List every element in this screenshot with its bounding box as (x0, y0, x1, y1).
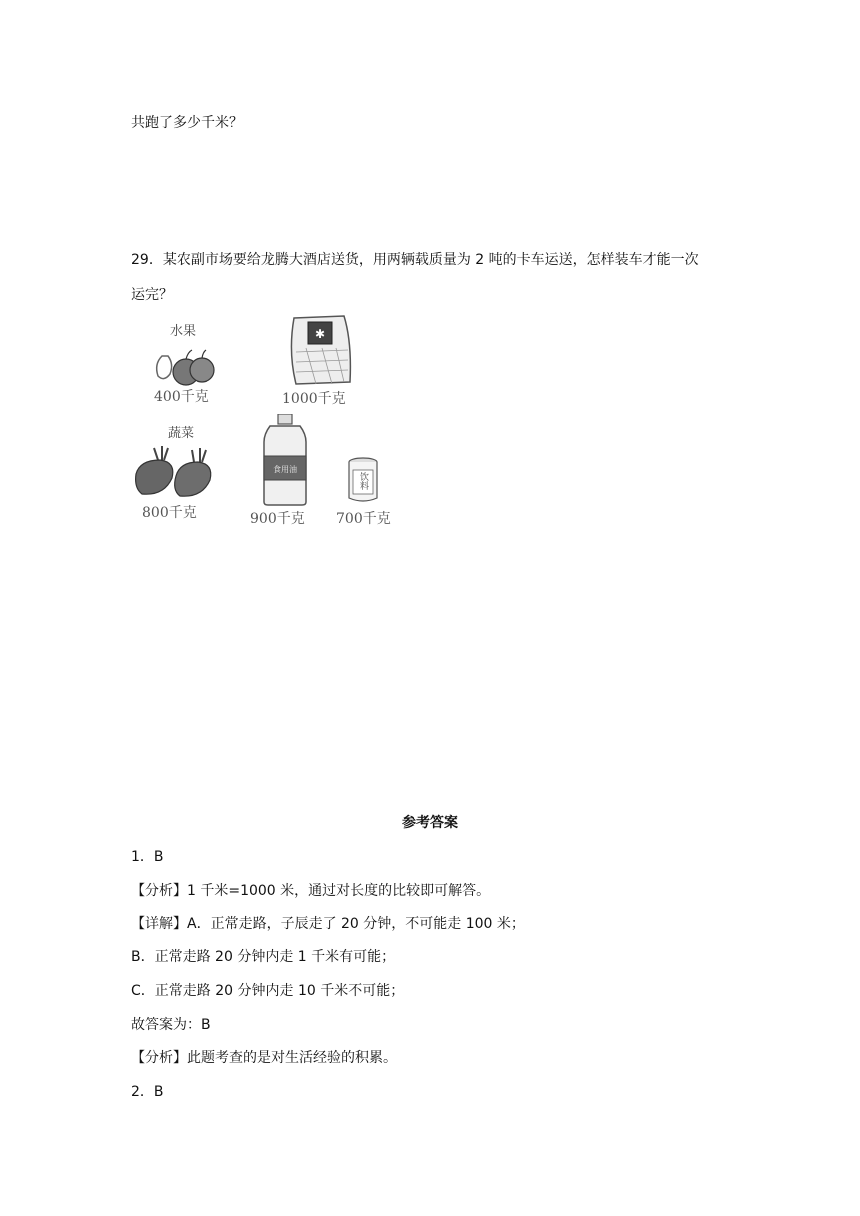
oil-bottle-item (250, 414, 320, 530)
vegetables-item (134, 422, 224, 522)
question-29-line-2: 运完？ (131, 287, 173, 303)
answer-line: B．正常走路 20 分钟内走 1 千米有可能； (131, 949, 396, 965)
question-28-tail: 共跑了多少千米？ (131, 115, 243, 131)
drink-can-item (336, 456, 400, 532)
drink-can-weight: 700千克 (336, 511, 391, 527)
answer-line: 故答案为：B (131, 1017, 211, 1033)
answer-line: 【详解】A．正常走路，子辰走了 20 分钟，不可能走 100 米； (131, 916, 525, 932)
fruit-weight: 400千克 (154, 389, 209, 405)
answer-line: 【分析】此题考查的是对生活经验的积累。 (131, 1050, 397, 1066)
vegetables-icon (134, 438, 222, 508)
answers-title: 参考答案 (402, 815, 458, 831)
answer-line: 2．B (131, 1084, 164, 1100)
rice-sack-weight: 1000千克 (282, 391, 346, 407)
oil-label-text: 食用油 (273, 465, 297, 474)
fruit-icon (148, 334, 228, 394)
drink-label: 饮料 (358, 472, 368, 490)
fruit-label: 水果 (170, 324, 197, 339)
oil-bottle-icon (256, 414, 316, 506)
vegetables-weight: 800千克 (142, 505, 197, 521)
answer-line: 1．B (131, 849, 164, 865)
rice-sack-icon (282, 312, 358, 388)
oil-bottle-weight: 900千克 (250, 511, 305, 527)
answer-line: C．正常走路 20 分钟内走 10 千米不可能； (131, 983, 405, 999)
vegetables-label: 蔬菜 (168, 426, 195, 441)
rice-sack-item (278, 312, 358, 412)
fruit-item (148, 320, 228, 410)
question-29-line-1: 29．某农副市场要给龙腾大酒店送货，用两辆载质量为 2 吨的卡车运送，怎样装车才能一次 (131, 252, 699, 268)
svg-text:✱: ✱ (314, 327, 326, 341)
answer-line: 【分析】1 千米=1000 米，通过对长度的比较即可解答。 (131, 883, 491, 899)
